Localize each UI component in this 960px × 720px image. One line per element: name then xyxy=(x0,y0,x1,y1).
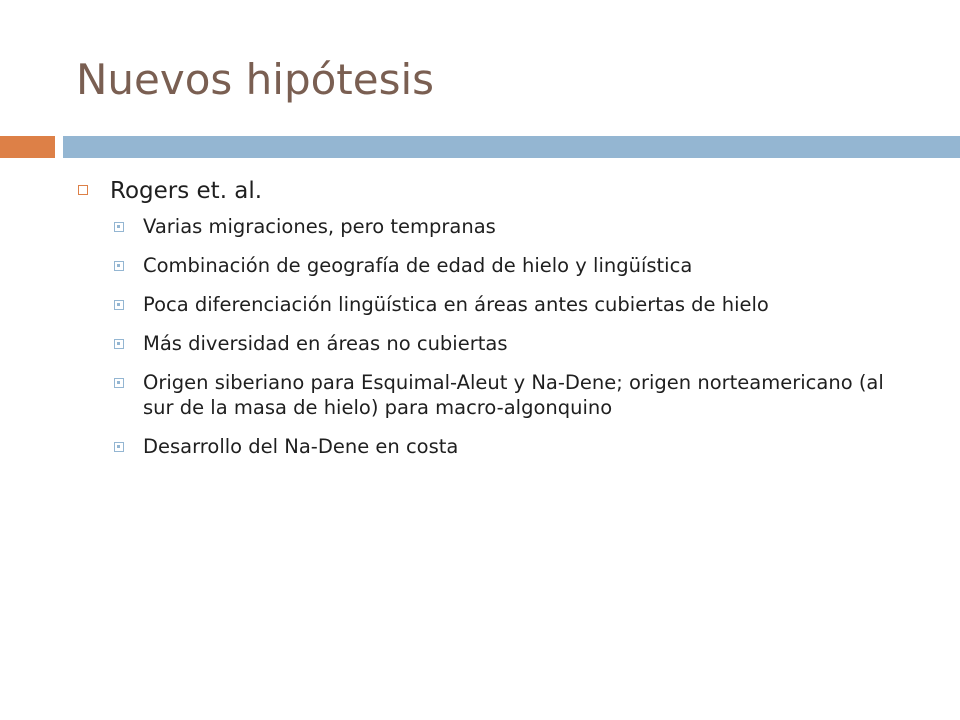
bullet-text: Combinación de geografía de edad de hielo y lingüística xyxy=(143,254,693,277)
bullet-level2 xyxy=(75,292,895,317)
bullet-text: Rogers et. al. xyxy=(110,178,263,204)
accent-bar-orange xyxy=(0,136,55,158)
bullet-level2 xyxy=(75,331,895,356)
slide-title: Nuevos hipótesis xyxy=(76,55,435,104)
square-bullet-icon xyxy=(114,339,124,349)
square-bullet-icon xyxy=(114,300,124,310)
square-bullet-icon xyxy=(114,378,124,388)
bullet-level2 xyxy=(75,214,895,239)
square-bullet-icon xyxy=(114,222,124,232)
bullet-level2 xyxy=(75,253,895,278)
bullet-text: Desarrollo del Na-Dene en costa xyxy=(143,435,459,458)
bullet-level2 xyxy=(75,370,895,420)
bullet-level2 xyxy=(75,434,895,459)
square-bullet-icon xyxy=(114,442,124,452)
bullet-text: Poca diferenciación lingüística en áreas antes cubiertas de hielo xyxy=(143,293,769,316)
hollow-square-bullet-icon xyxy=(78,185,88,195)
bullet-text: Más diversidad en áreas no cubiertas xyxy=(143,332,508,355)
bullet-level1 xyxy=(75,172,895,210)
square-bullet-icon xyxy=(114,261,124,271)
slide-content xyxy=(75,172,895,473)
bullet-text: Varias migraciones, pero tempranas xyxy=(143,215,496,238)
accent-bar-blue xyxy=(63,136,960,158)
bullet-text: Origen siberiano para Esquimal-Aleut y Na-Dene; origen norteamericano (al sur de la masa de hielo) para macro-algonquino xyxy=(143,371,884,419)
